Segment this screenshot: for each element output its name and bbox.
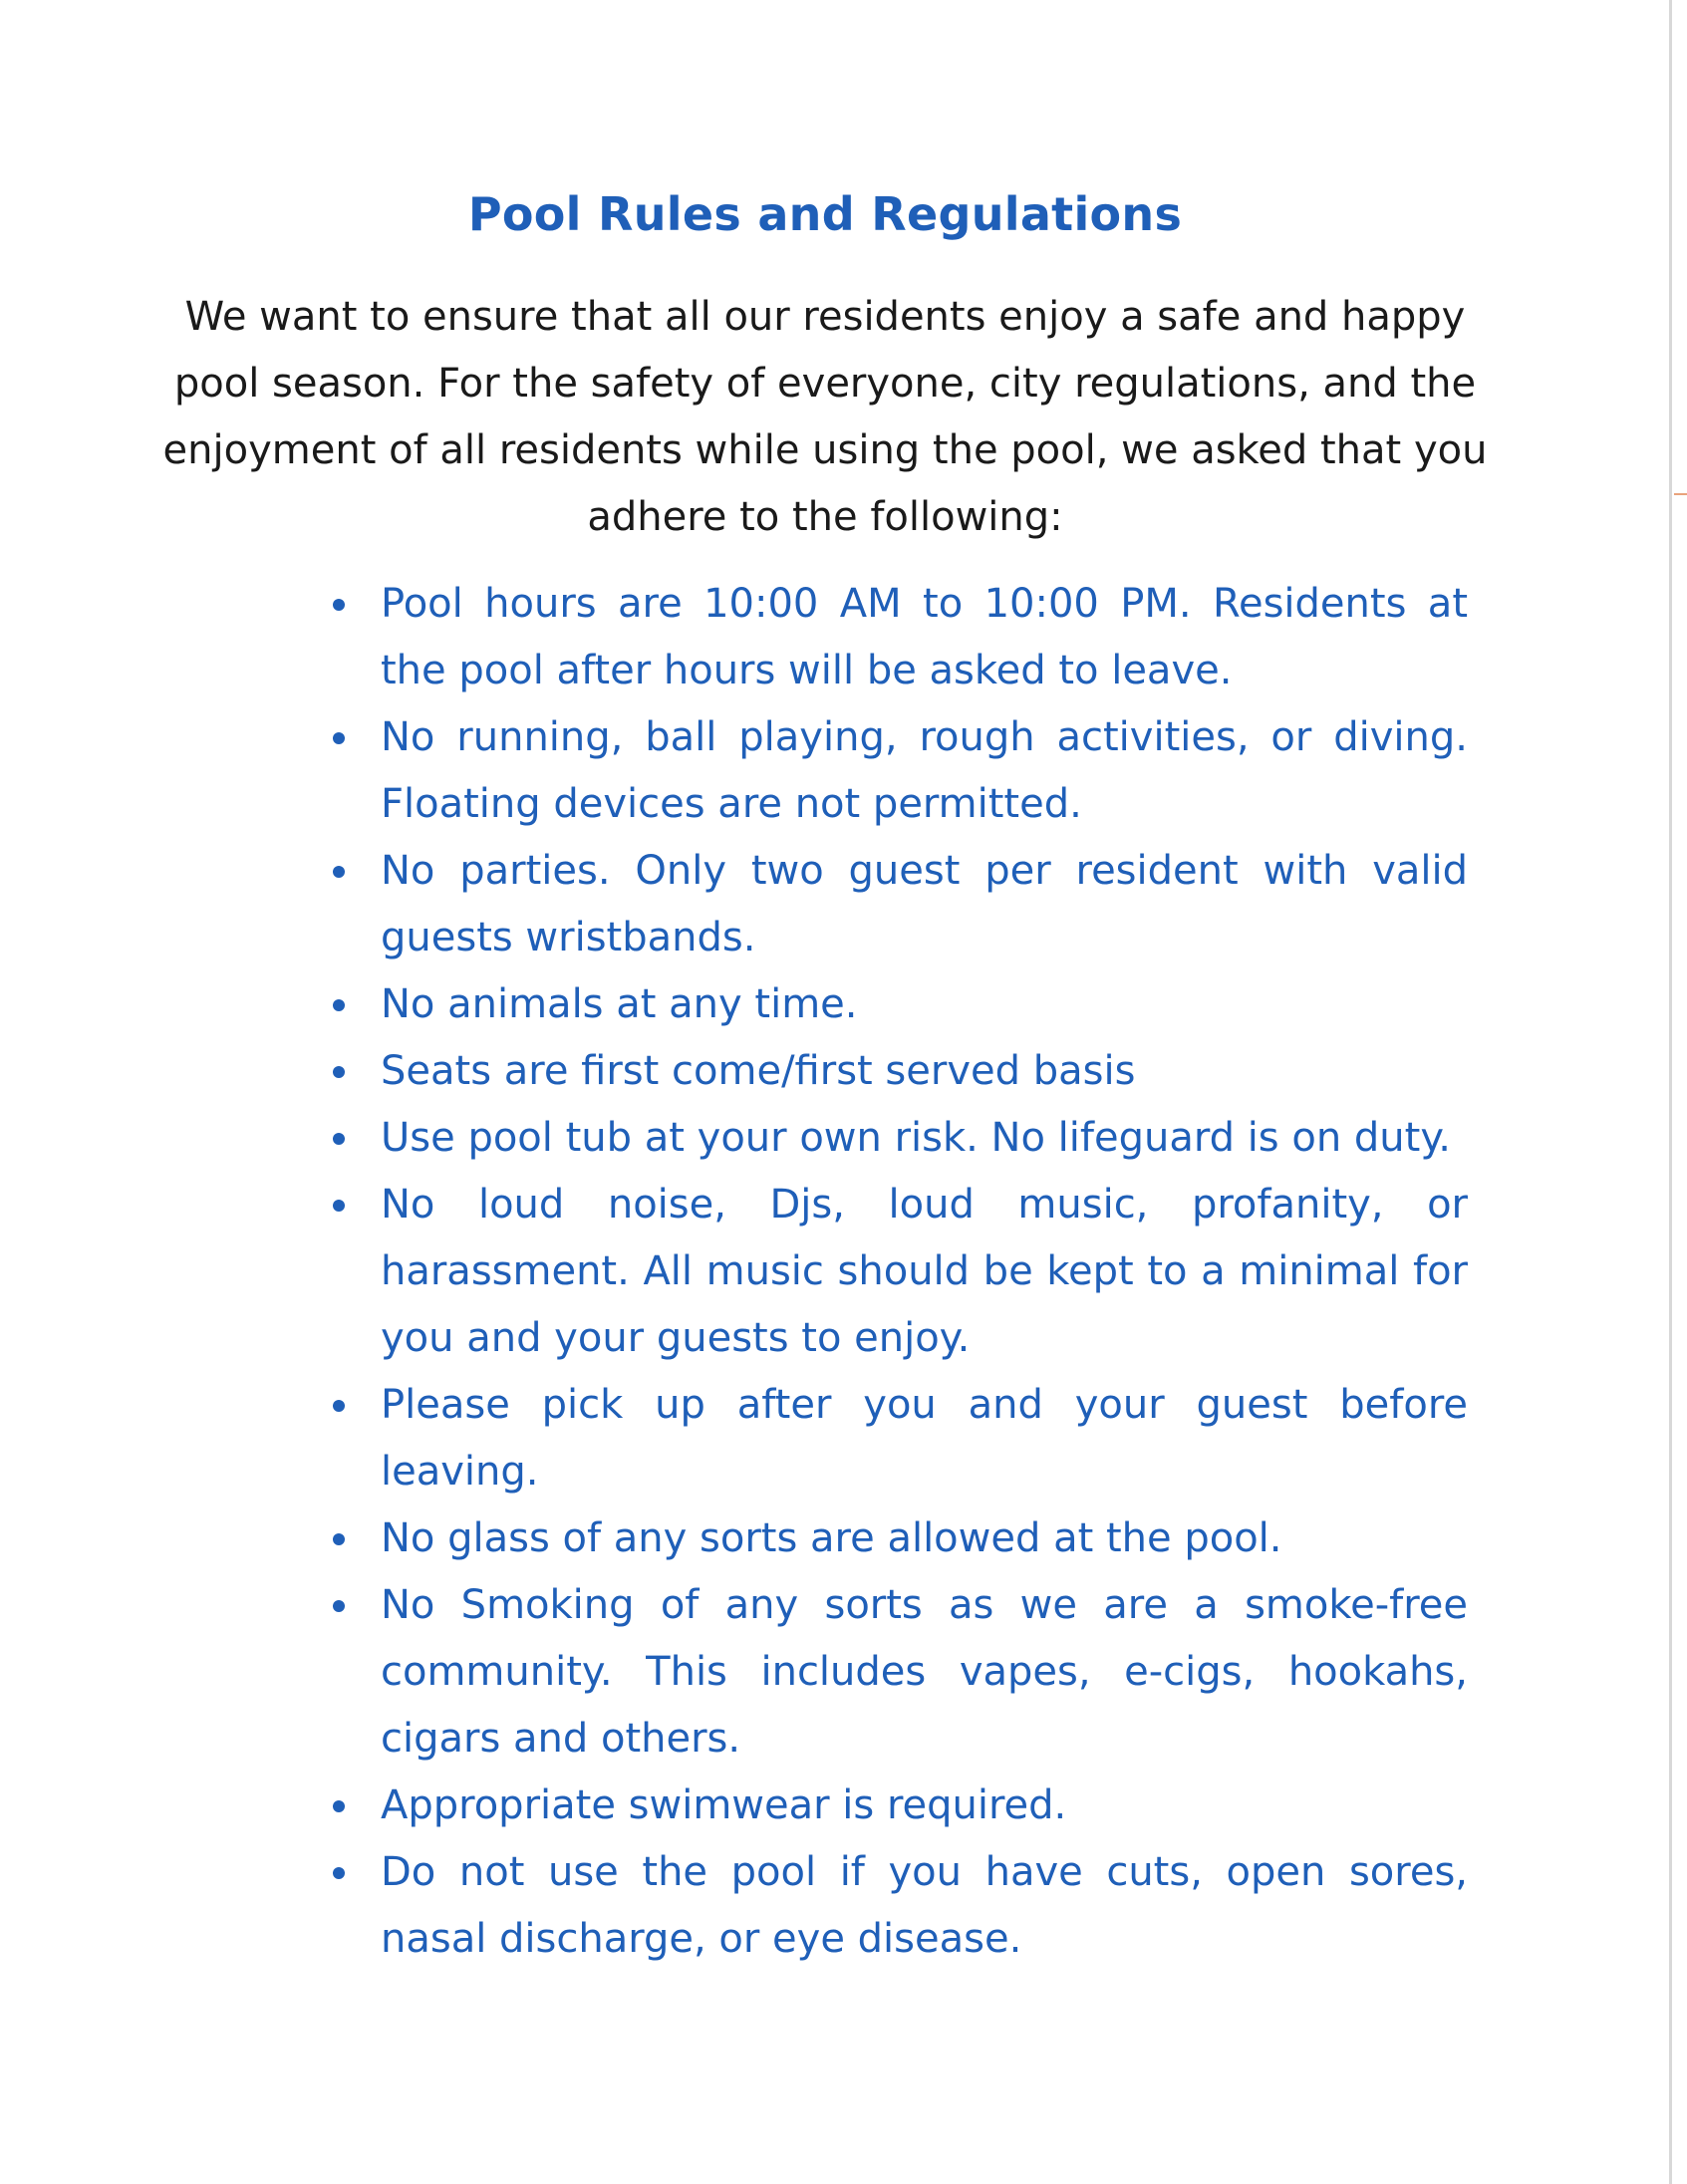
- page-title: Pool Rules and Regulations: [467, 187, 1183, 241]
- list-item: [329, 1372, 1468, 1505]
- list-item: [329, 1105, 1468, 1172]
- list-item: [329, 1172, 1468, 1372]
- rule-text: No animals at any time.: [381, 981, 858, 1027]
- list-item: [329, 1839, 1468, 1973]
- rule-text: Please pick up after you and your guest before leaving.: [381, 1382, 1468, 1495]
- list-item: [329, 971, 1468, 1038]
- bullet-dot-icon: [333, 1066, 345, 1078]
- rule-text: No parties. Only two guest per resident with valid guests wristbands.: [381, 848, 1468, 960]
- page-edge-mark: [1674, 493, 1687, 495]
- list-item: [329, 1773, 1468, 1839]
- bullet-dot-icon: [333, 1533, 345, 1545]
- list-item: [329, 1038, 1468, 1105]
- bullet-dot-icon: [333, 999, 345, 1011]
- rule-text: No running, ball playing, rough activities, or diving. Floating devices are not permitted.: [381, 714, 1468, 827]
- intro-paragraph: We want to ensure that all our residents enjoy a safe and happy pool season. For the safety of everyone, city regulations, and the enjoyment of all residents while using the pool, we asked that you adhere to the following:: [162, 294, 1488, 540]
- rule-text: No glass of any sorts are allowed at the pool.: [381, 1515, 1282, 1561]
- rule-text: No loud noise, Djs, loud music, profanity, or harassment. All music should be kept to a minimal for you and your guests to enjoy.: [381, 1182, 1468, 1361]
- rule-text: Appropriate swimwear is required.: [381, 1782, 1067, 1828]
- bullet-dot-icon: [333, 732, 345, 744]
- bullet-dot-icon: [333, 1400, 345, 1412]
- bullet-dot-icon: [333, 1133, 345, 1145]
- list-item: [329, 1505, 1468, 1572]
- bullet-dot-icon: [333, 599, 345, 611]
- rule-text: Use pool tub at your own risk. No lifeguard is on duty.: [381, 1115, 1452, 1161]
- list-item: [329, 838, 1468, 971]
- bullet-dot-icon: [333, 1600, 345, 1612]
- rule-text: Pool hours are 10:00 AM to 10:00 PM. Residents at the pool after hours will be asked to leave.: [381, 581, 1468, 693]
- bullet-dot-icon: [333, 1867, 345, 1879]
- rule-text: No Smoking of any sorts as we are a smoke-free community. This includes vapes, e-cigs, hookahs, cigars and others.: [381, 1582, 1468, 1762]
- bullet-dot-icon: [333, 1800, 345, 1812]
- list-item: [329, 1572, 1468, 1773]
- list-item: [329, 704, 1468, 838]
- rules-list: [329, 571, 1468, 1973]
- rule-text: Do not use the pool if you have cuts, open sores, nasal discharge, or eye disease.: [381, 1849, 1468, 1962]
- rule-text: Seats are first come/first served basis: [381, 1048, 1136, 1094]
- page-edge-divider: [1669, 0, 1672, 2184]
- bullet-dot-icon: [333, 866, 345, 878]
- list-item: [329, 571, 1468, 704]
- bullet-dot-icon: [333, 1200, 345, 1212]
